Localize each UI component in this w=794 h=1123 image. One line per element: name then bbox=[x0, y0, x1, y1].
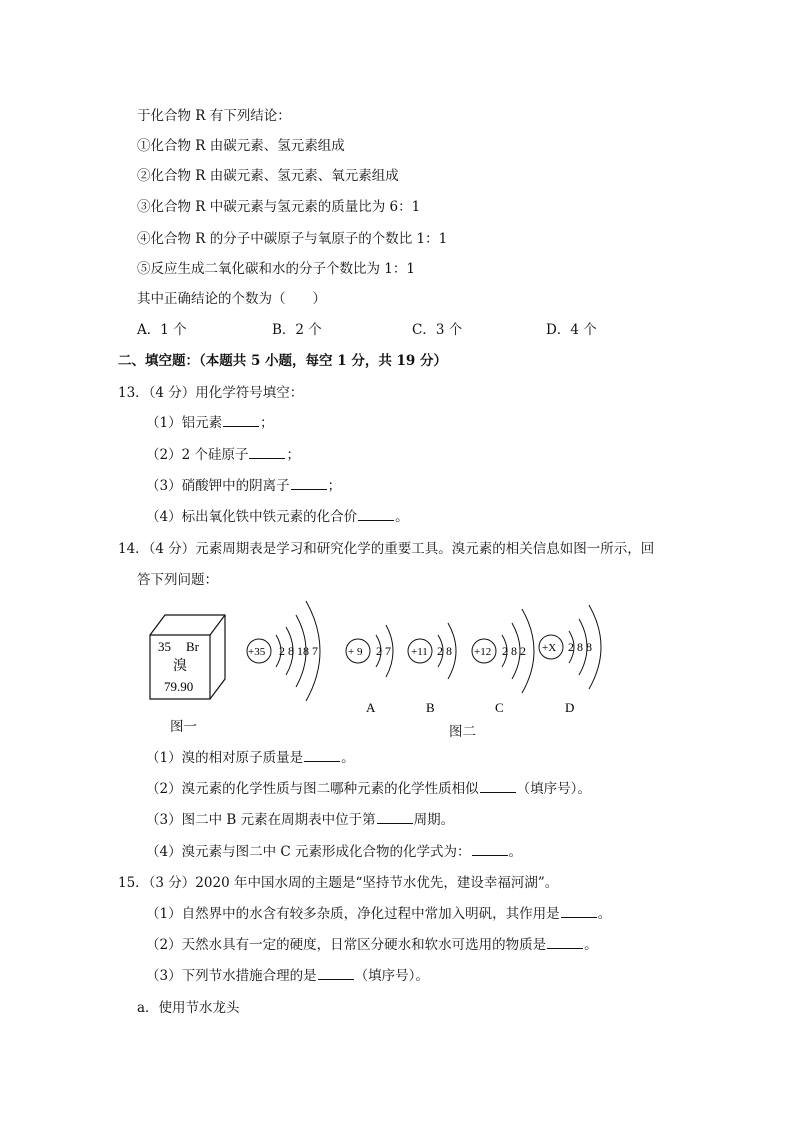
atom-d-shells: 2 8 8 bbox=[568, 640, 592, 654]
q15-item-3-text: （3）下列节水措施合理的是 bbox=[146, 968, 317, 984]
answer-blank[interactable] bbox=[358, 508, 394, 521]
q12-option-a[interactable]: A．1 个 bbox=[137, 322, 187, 338]
q12-conclusion-5: ⑤反应生成二氧化碳和水的分子个数比为 1：1 bbox=[137, 261, 415, 277]
q15-item-3-punct: （填序号）。 bbox=[354, 968, 429, 984]
atom-a-nucleus: + 9 bbox=[348, 646, 363, 658]
q12-option-b[interactable]: B．2 个 bbox=[272, 322, 322, 338]
answer-blank[interactable] bbox=[472, 843, 508, 856]
q12-question: 其中正确结论的个数为（ ） bbox=[137, 291, 326, 307]
answer-blank[interactable] bbox=[249, 446, 285, 459]
q13-item-1-punct: ； bbox=[260, 415, 274, 431]
element-name: 溴 bbox=[173, 659, 187, 674]
q14-item-4-text: （4）溴元素与图二中 C 元素形成化合物的化学式为： bbox=[146, 844, 471, 860]
q15-item-2 bbox=[146, 936, 598, 954]
q12-option-c[interactable]: C．3 个 bbox=[412, 322, 463, 338]
atom-c-nucleus: +12 bbox=[474, 646, 492, 658]
q13-item-4 bbox=[146, 508, 409, 526]
section-heading: 二、填空题：（本题共 5 小题，每空 1 分，共 19 分） bbox=[118, 353, 448, 369]
answer-blank[interactable] bbox=[377, 811, 413, 824]
element-symbol: Br bbox=[186, 639, 199, 654]
answer-blank[interactable] bbox=[561, 905, 597, 918]
q15-item-3 bbox=[146, 967, 429, 985]
q14-item-1 bbox=[146, 749, 355, 767]
element-mass: 79.90 bbox=[164, 679, 194, 694]
q15-stem: 15．（3 分）2020 年中国水周的主题是“坚持节水优先，建设幸福河湖”。 bbox=[118, 875, 559, 891]
q14-item-3-text: （3）图二中 B 元素在周期表中位于第 bbox=[146, 812, 376, 828]
answer-blank[interactable] bbox=[547, 936, 583, 949]
q15-item-1-text: （1）自然界中的水含有较多杂质，净化过程中常加入明矾，其作用是 bbox=[146, 906, 560, 922]
br-nucleus: +35 bbox=[248, 646, 266, 658]
q12-conclusion-4: ④化合物 R 的分子中碳原子与氧原子的个数比 1：1 bbox=[137, 231, 448, 247]
br-shells: 2 8 18 7 bbox=[279, 644, 318, 658]
q14-item-1-text: （1）溴的相对原子质量是 bbox=[146, 750, 304, 766]
q13-item-1-text: （1）铝元素 bbox=[146, 415, 223, 431]
answer-blank[interactable] bbox=[480, 780, 516, 793]
q14-stem-line-2: 答下列问题： bbox=[137, 572, 218, 588]
atom-a-shells: 2 7 bbox=[376, 644, 391, 658]
q13-item-3 bbox=[146, 477, 341, 495]
q13-item-1 bbox=[146, 414, 274, 432]
q15-item-1-punct: 。 bbox=[597, 906, 612, 922]
q12-option-d[interactable]: D．4 个 bbox=[546, 322, 597, 338]
q14-item-2-text: （2）溴元素的化学性质与图二哪种元素的化学性质相似 bbox=[146, 781, 479, 797]
answer-blank[interactable] bbox=[223, 414, 259, 427]
atom-b-nucleus: +11 bbox=[411, 646, 428, 658]
q13-stem: 13．（4 分）用化学符号填空： bbox=[118, 385, 304, 401]
atom-b-label: B bbox=[426, 700, 435, 715]
q13-item-2-punct: ； bbox=[286, 447, 300, 463]
q14-item-4-punct: 。 bbox=[508, 844, 523, 860]
q14-item-3 bbox=[146, 811, 454, 829]
q14-stem-line-1: 14．（4 分）元素周期表是学习和研究化学的重要工具。溴元素的相关信息如图一所示，回 bbox=[118, 541, 655, 557]
fig2-caption: 图二 bbox=[449, 724, 476, 740]
q14-item-1-punct: 。 bbox=[341, 750, 355, 766]
q14-item-3-punct: 周期。 bbox=[413, 812, 455, 828]
q14-figure bbox=[0, 595, 794, 745]
q15-item-2-punct: 。 bbox=[584, 937, 598, 953]
answer-blank[interactable] bbox=[304, 749, 340, 762]
q12-intro: 于化合物 R 有下列结论： bbox=[137, 108, 291, 124]
atom-d-label: D bbox=[565, 700, 575, 715]
fig1-caption: 图一 bbox=[170, 719, 197, 735]
q13-item-4-text: （4）标出氧化铁中铁元素的化合价 bbox=[146, 509, 358, 525]
atom-c-shells: 2 8 2 bbox=[502, 644, 526, 658]
atom-d-nucleus: +X bbox=[542, 642, 557, 654]
answer-blank[interactable] bbox=[318, 967, 354, 980]
q12-conclusion-3: ③化合物 R 中碳元素与氢元素的质量比为 6：1 bbox=[137, 199, 421, 215]
element-number: 35 bbox=[158, 639, 171, 654]
q15-item-1 bbox=[146, 905, 611, 923]
q13-item-3-punct: ； bbox=[327, 478, 342, 494]
q15-item-2-text: （2）天然水具有一定的硬度，日常区分硬水和软水可选用的物质是 bbox=[146, 937, 547, 953]
q13-item-2 bbox=[146, 446, 300, 464]
q12-conclusion-2: ②化合物 R 由碳元素、氢元素、氧元素组成 bbox=[137, 168, 399, 184]
q13-item-2-text: （2）2 个硅原子 bbox=[146, 447, 249, 463]
q13-item-4-punct: 。 bbox=[395, 509, 409, 525]
q14-item-2-punct: （填序号）。 bbox=[516, 781, 591, 797]
atom-c-label: C bbox=[495, 700, 504, 715]
q14-item-2 bbox=[146, 780, 591, 798]
answer-blank[interactable] bbox=[291, 477, 327, 490]
q14-item-4 bbox=[146, 843, 522, 861]
q15-option-a: a．使用节水龙头 bbox=[137, 1000, 240, 1016]
atom-b-shells: 2 8 bbox=[437, 644, 452, 658]
atom-a-label: A bbox=[366, 700, 376, 715]
q13-item-3-text: （3）硝酸钾中的阴离子 bbox=[146, 478, 290, 494]
q12-conclusion-1: ①化合物 R 由碳元素、氢元素组成 bbox=[137, 138, 345, 154]
